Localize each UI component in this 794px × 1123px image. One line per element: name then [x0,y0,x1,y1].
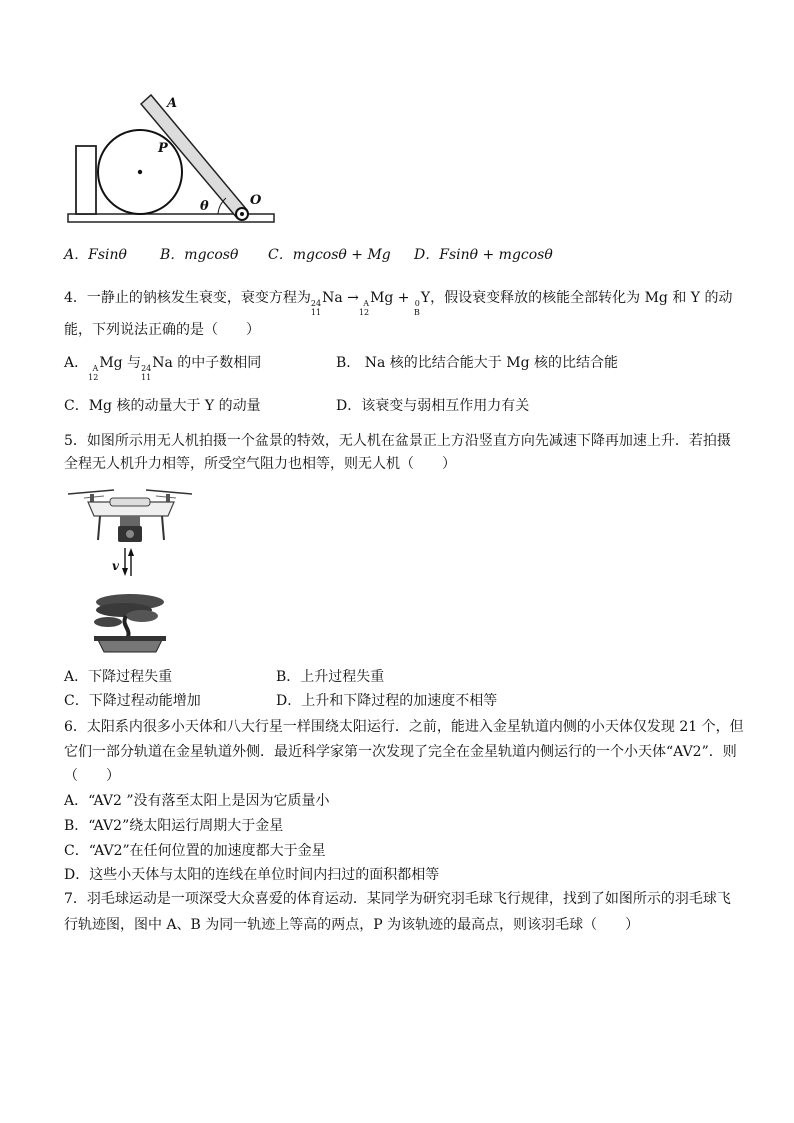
q4-option-c: C．Mg 核的动量大于 Y 的动量 [64,398,261,414]
q4-option-b: B． Na 核的比结合能大于 Mg 核的比结合能 [336,355,618,371]
q3-option-a: A．Fsinθ [64,247,127,263]
q6-stem-line1: 6．太阳系内很多小天体和八大行星一样围绕太阳运行．之前，能进入金星轨道内侧的小天体仅发现 21 个，但 [64,719,744,735]
q7-stem-line1: 7．羽毛球运动是一项深受大众喜爱的体育运动．某同学为研究羽毛球飞行规律，找到了如图所示的羽毛球飞 [64,891,731,907]
q5-option-b: B．上升过程失重 [276,669,385,685]
q3-option-d: D．Fsinθ + mgcosθ [414,247,553,263]
q6-stem-line3: （ ） [64,768,120,784]
q5-stem-line2: 全程无人机升力相等，所受空气阻力也相等，则无人机（ ） [64,456,456,472]
q6-stem-line2: 它们一部分轨道在金星轨道外侧．最近科学家第一次发现了完全在金星轨道内侧运行的一个小天体“AV2”．则 [64,744,737,760]
label-P: P [158,141,168,156]
block [76,146,96,214]
label-A: A [167,96,178,111]
q6-option-c: C．“AV2”在任何位置的加速度都大于金星 [64,843,326,859]
q5-option-c: C．下降过程动能增加 [64,693,201,709]
label-v: v [112,559,119,573]
q7-stem-line2: 行轨迹图，图中 A、B 为同一轨迹上等高的两点，P 为该轨迹的最高点，则该羽毛球（ ） [64,917,640,933]
q5-option-a: A．下降过程失重 [64,669,173,685]
q5-stem-line1: 5．如图所示用无人机拍摄一个盆景的特效，无人机在盆景正上方沿竖直方向先减速下降再加速上升．若拍摄 [64,433,731,449]
q4-option-d: D．该衰变与弱相互作用力有关 [336,398,530,414]
q6-option-b: B．“AV2”绕太阳运行周期大于金星 [64,818,284,834]
q6-option-a: A．“AV2 ”没有落至太阳上是因为它质量小 [64,793,330,809]
label-O: O [250,193,262,208]
incline-ball-figure [60,90,280,230]
ball-center [138,170,142,174]
label-theta: θ [200,199,209,214]
drone-figure [64,484,204,659]
q4-option-a: A． A 12 Mg 与 24 11 Na 的中子数相同 [64,355,262,382]
q3-option-c: C．mgcosθ + Mg [268,247,391,263]
q3-option-b: B．mgcosθ [160,247,239,263]
q6-option-d: D．这些小天体与太阳的连线在单位时间内扫过的面积都相等 [64,867,440,883]
q4-stem-line1: 4．一静止的钠核发生衰变，衰变方程为 24 11 Na → A 12 Mg + 0 B Y，假设衰变释放的核能全部转化为 Mg 和 Y 的动 [64,290,733,317]
q4-stem-line2: 能，下列说法正确的是（ ） [64,322,260,338]
q5-option-d: D．上升和下降过程的加速度不相等 [276,693,498,709]
